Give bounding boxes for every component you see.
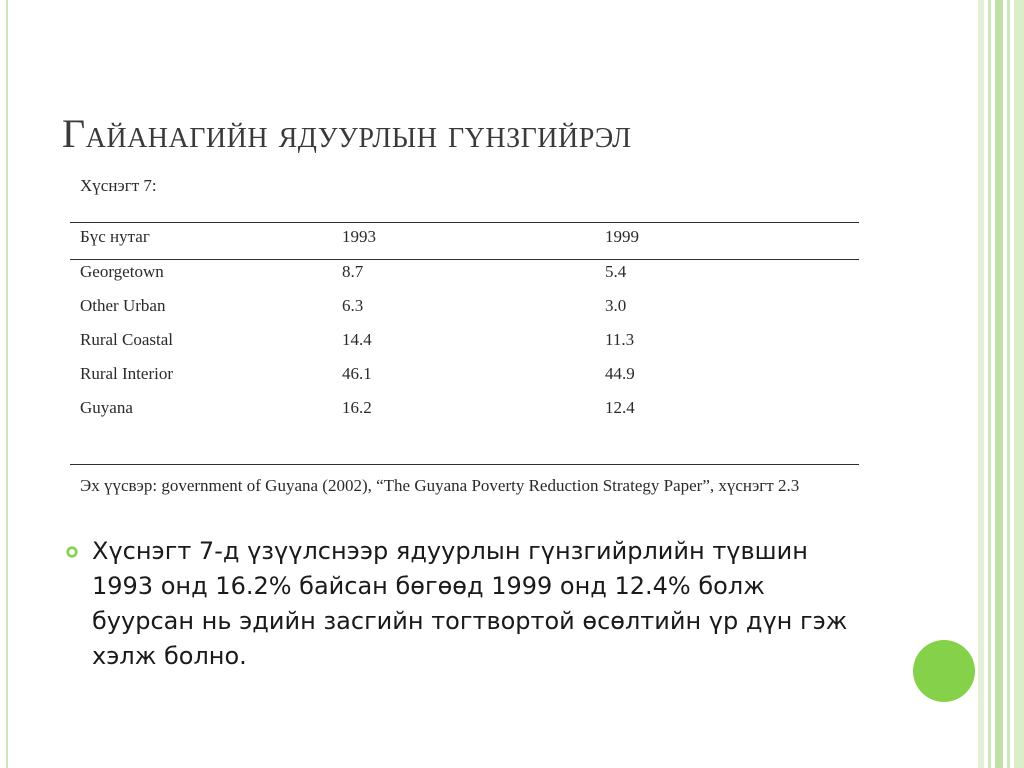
right-frame-stripe (988, 0, 991, 768)
table-cell-1999: 11.3 (605, 330, 635, 349)
table-cell-region: Rural Coastal (80, 330, 174, 349)
table-cell-1993: 8.7 (342, 262, 364, 281)
decorative-green-circle (913, 640, 975, 702)
table-cell-1993: 46.1 (342, 364, 372, 383)
table-header-rule (70, 259, 859, 260)
table-cell-1999: 5.4 (605, 262, 627, 281)
table-caption: Хүснэгт 7: (80, 176, 157, 195)
table-cell-1993: 6.3 (342, 296, 364, 315)
table-source-note: Эх үүсвэр: government of Guyana (2002), “The Guyana Poverty Reduction Strategy Paper”, хүснэгт 2.3 (80, 476, 800, 495)
table-header-1993: 1993 (342, 227, 376, 246)
table-cell-1999: 3.0 (605, 296, 627, 315)
table-cell-1993: 14.4 (342, 330, 372, 349)
slide-title: Гайанагийн ядуурлын гүнзгийрэл (62, 111, 632, 156)
table-cell-region: Other Urban (80, 296, 166, 315)
left-frame-line (6, 0, 8, 768)
ring-bullet-icon (66, 546, 78, 558)
right-frame-stripe (1007, 0, 1010, 768)
right-frame-stripe (995, 0, 1003, 768)
table-header-region: Бүс нутаг (80, 227, 150, 246)
table-cell-1993: 16.2 (342, 398, 372, 417)
table-bottom-rule (70, 464, 859, 465)
table-cell-region: Guyana (80, 398, 133, 417)
table-cell-1999: 44.9 (605, 364, 635, 383)
table-top-rule (70, 222, 859, 223)
right-frame-stripe (978, 0, 984, 768)
table-cell-1999: 12.4 (605, 398, 635, 417)
bullet-text: Хүснэгт 7-д үзүүлснээр ядуурлын гүнзгийрлийн түвшин 1993 онд 16.2% байсан бөгөөд 1999 онд 12.4% болж буурсан нь эдийн засгийн тогтвортой өсөлтийн үр дүн гэж хэлж болно. (92, 537, 848, 670)
right-frame-stripe (1014, 0, 1024, 768)
table-header-1999: 1999 (605, 227, 639, 246)
table-cell-region: Rural Interior (80, 364, 173, 383)
table-cell-region: Georgetown (80, 262, 164, 281)
